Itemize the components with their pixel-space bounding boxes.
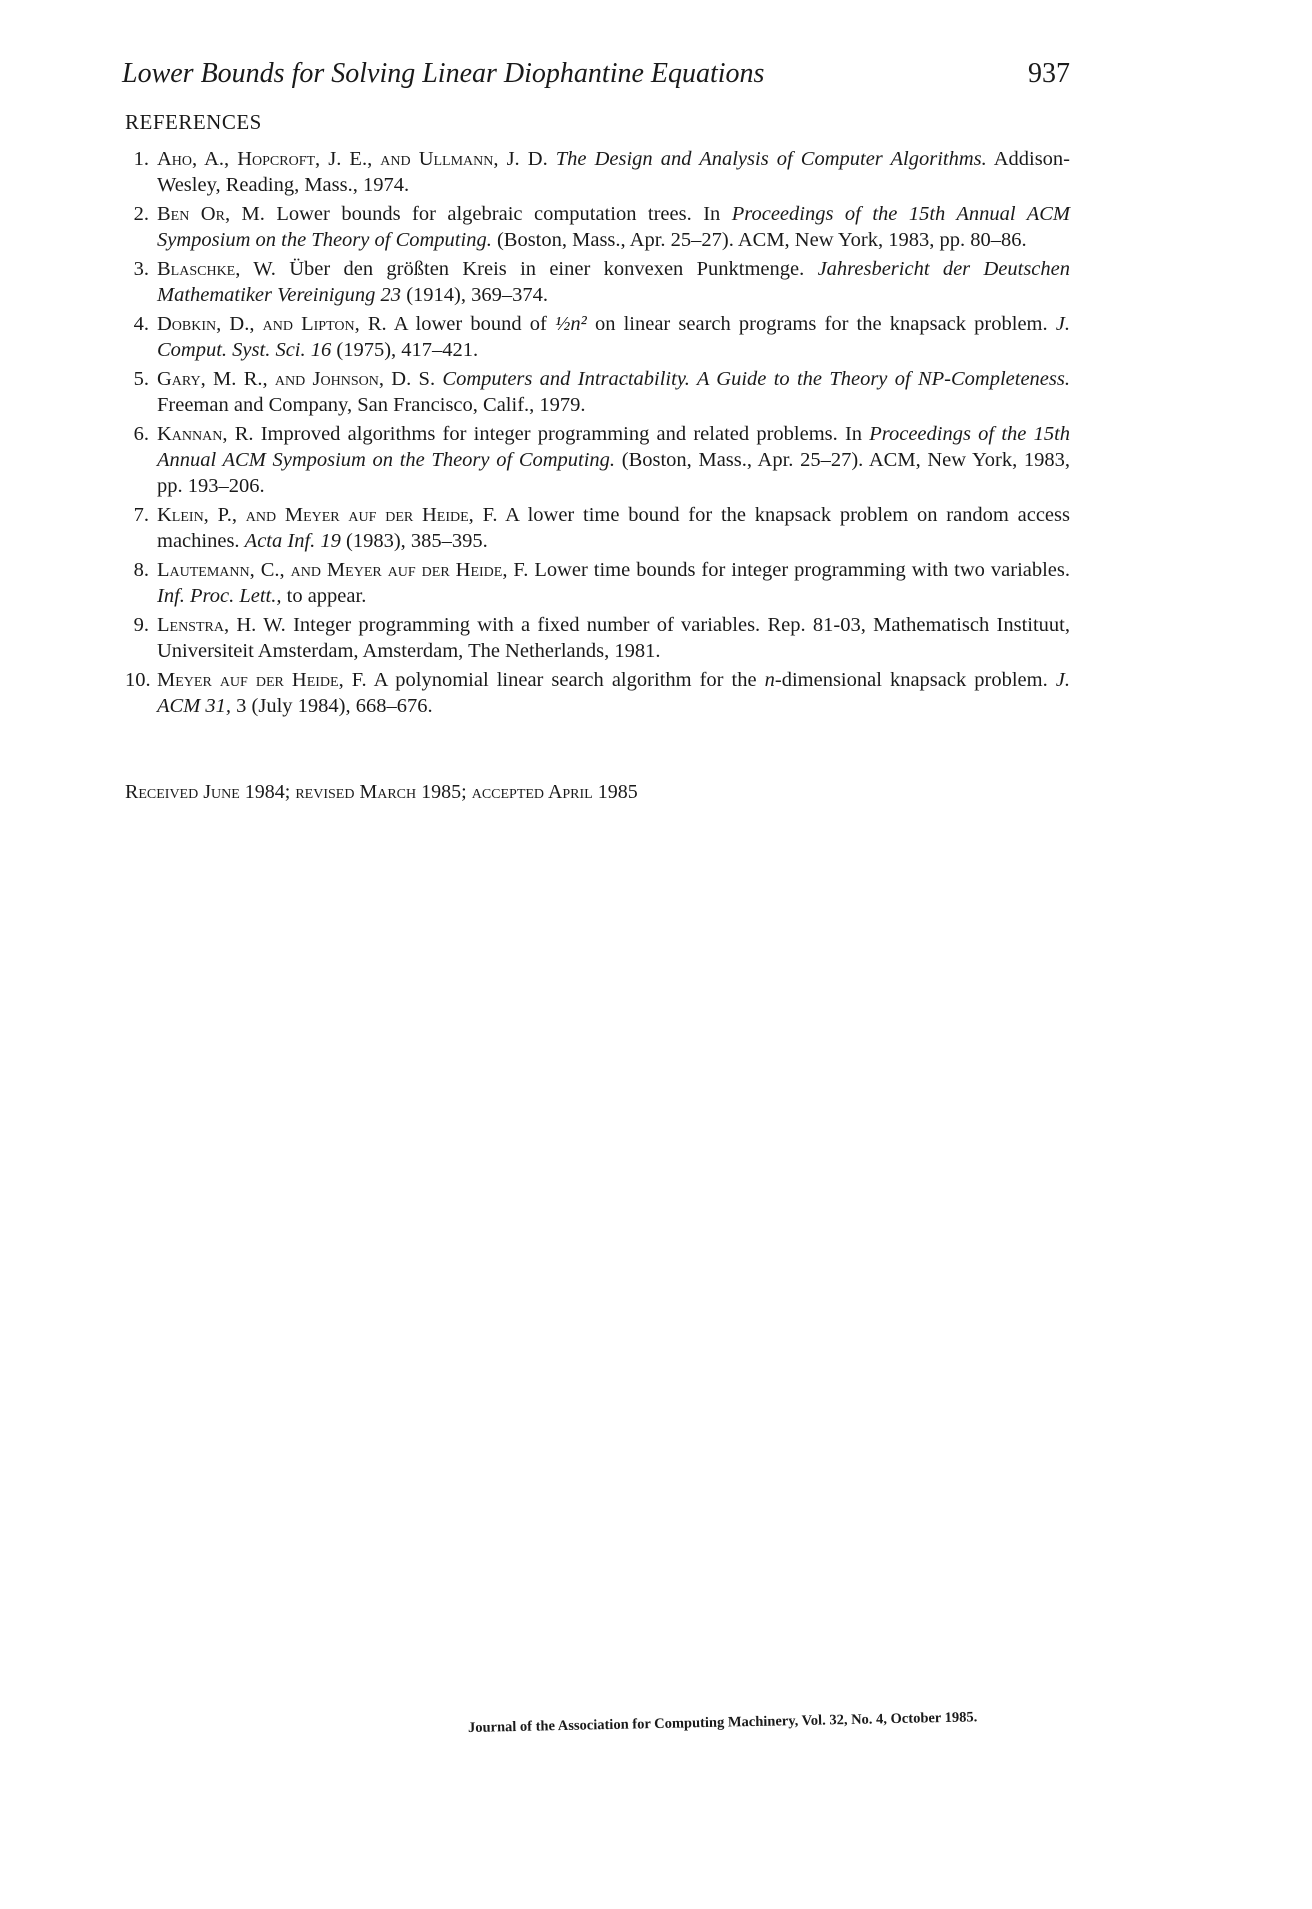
reference-venue: Proceedings of the 15th Annual ACM Symposium on the Theory of Computing. (157, 203, 1070, 251)
revised-year: 1985; (421, 781, 467, 803)
accepted-label: accepted April (471, 781, 593, 803)
reference-venue: Inf. Proc. Lett., (157, 585, 282, 607)
reference-text: Lower bounds for algebraic computation trees. In (276, 203, 721, 225)
reference-authors: Meyer auf der Heide, F. (157, 669, 367, 691)
reference-authors: Ben Or, M. (157, 203, 265, 225)
reference-text: (Boston, Mass., Apr. 25–27). ACM, New York, 1983, pp. 80–86. (496, 229, 1027, 251)
reference-number: 4. (133, 313, 149, 335)
accepted-year: 1985 (597, 781, 638, 803)
reference-title: Computers and Intractability. A Guide to the Theory of NP-Completeness. (442, 368, 1070, 390)
reference-item (125, 146, 1070, 198)
reference-text: (1975), 417–421. (336, 339, 479, 361)
references-heading: REFERENCES (125, 110, 262, 134)
reference-text: Integer programming with a fixed number of variables. Rep. 81-03, Mathematisch Instituut, Universiteit Amsterdam, Amsterdam, The Netherlands, 1981. (157, 614, 1070, 662)
received-label: Received June (125, 781, 240, 803)
reference-text: (1914), 369–374. (406, 284, 548, 306)
reference-text: (1983), 385–395. (346, 530, 488, 552)
reference-text: Über den größten Kreis in einer konvexen Punktmenge. (289, 258, 805, 280)
reference-venue: J. ACM 31, (157, 669, 1070, 717)
page-number: 937 (1028, 58, 1070, 89)
reference-text: A lower bound of (393, 313, 547, 335)
reference-authors: Dobkin, D., and Lipton, R. (157, 313, 387, 335)
reference-item (125, 366, 1070, 418)
reference-number: 10. (125, 669, 151, 691)
reference-number: 7. (133, 504, 149, 526)
reference-list (125, 146, 1070, 722)
reference-item (125, 557, 1070, 609)
reference-number: 5. (133, 368, 149, 390)
reference-math: ½n² (555, 313, 587, 335)
publication-dates (125, 781, 638, 804)
reference-number: 3. (133, 258, 149, 280)
reference-text: Lower time bounds for integer programming with two variables. (534, 559, 1071, 581)
page-header (122, 58, 1070, 102)
reference-item (125, 612, 1070, 664)
reference-number: 9. (133, 614, 149, 636)
reference-authors: Gary, M. R., and Johnson, D. S. (157, 368, 436, 390)
reference-number: 2. (133, 203, 149, 225)
reference-publication: Addison-Wesley, Reading, Mass., 1974. (157, 148, 1071, 196)
reference-math: n (764, 669, 775, 691)
reference-text: on linear search programs for the knapsack problem. (594, 313, 1048, 335)
journal-footer: Journal of the Association for Computing Machinery, Vol. 32, No. 4, October 1985. (467, 1709, 978, 1736)
reference-authors: Aho, A., Hopcroft, J. E., and Ullmann, J. D. (157, 148, 548, 170)
reference-venue: Jahresbericht der Deutschen Mathematiker Vereinigung 23 (157, 258, 1070, 306)
reference-number: 1. (133, 148, 149, 170)
reference-venue: Proceedings of the 15th Annual ACM Symposium on the Theory of Computing. (157, 423, 1071, 471)
reference-authors: Kannan, R. (157, 423, 254, 445)
reference-text: Improved algorithms for integer programming and related problems. In (260, 423, 863, 445)
reference-venue: Acta Inf. 19 (244, 530, 341, 552)
reference-text: to appear. (286, 585, 367, 607)
reference-item (125, 667, 1070, 719)
reference-text: (Boston, Mass., Apr. 25–27). ACM, New York, 1983, pp. 193–206. (157, 449, 1070, 497)
revised-label: revised March (295, 781, 417, 803)
reference-text: 3 (July 1984), 668–676. (236, 695, 433, 717)
reference-item (125, 201, 1070, 253)
reference-item (125, 256, 1070, 308)
received-year: 1984; (244, 781, 291, 803)
reference-text: -dimensional knapsack problem. (774, 669, 1048, 691)
reference-number: 6. (133, 423, 149, 445)
reference-text: A polynomial linear search algorithm for the (373, 669, 757, 691)
reference-text: A lower time bound for the knapsack problem on random access machines. (157, 504, 1070, 552)
reference-item (125, 311, 1070, 363)
reference-item (125, 502, 1070, 554)
reference-title: The Design and Analysis of Computer Algorithms. (555, 148, 987, 170)
reference-authors: Lautemann, C., and Meyer auf der Heide, F. (157, 559, 529, 581)
reference-number: 8. (133, 559, 149, 581)
reference-authors: Lenstra, H. W. (157, 614, 286, 636)
running-title: Lower Bounds for Solving Linear Diophantine Equations (122, 58, 765, 89)
reference-venue: J. Comput. Syst. Sci. 16 (157, 313, 1071, 361)
reference-item (125, 421, 1070, 499)
reference-authors: Blaschke, W. (157, 258, 276, 280)
reference-authors: Klein, P., and Meyer auf der Heide, F. (157, 504, 498, 526)
reference-text: Freeman and Company, San Francisco, Calif., 1979. (157, 394, 586, 416)
